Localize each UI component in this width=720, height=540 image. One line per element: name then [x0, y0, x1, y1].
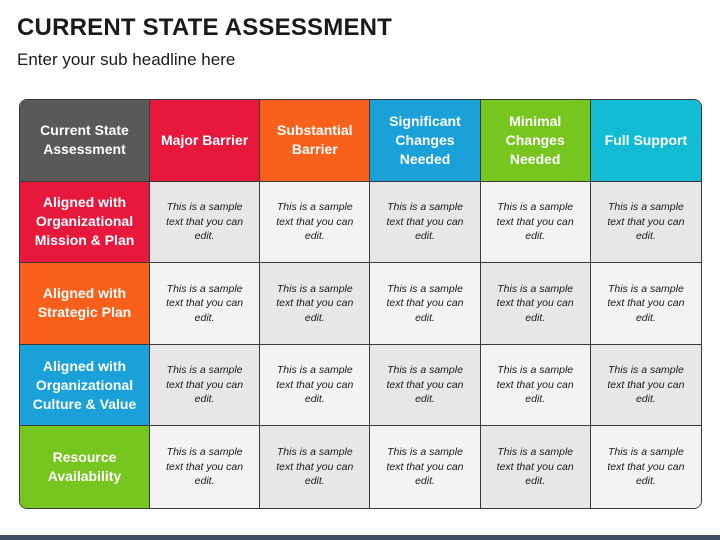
slide-title: CURRENT STATE ASSESSMENT — [17, 14, 393, 41]
table-cell[interactable]: This is a sample text that you can edit. — [260, 345, 370, 427]
table-cell[interactable]: This is a sample text that you can edit. — [370, 182, 480, 264]
table-cell[interactable]: This is a sample text that you can edit. — [260, 426, 370, 508]
column-header-major-barrier: Major Barrier — [150, 100, 260, 182]
table-cell[interactable]: This is a sample text that you can edit. — [260, 263, 370, 345]
column-header-significant-changes: Significant Changes Needed — [370, 100, 480, 182]
table-cell[interactable]: This is a sample text that you can edit. — [591, 263, 701, 345]
slide-subtitle: Enter your sub headline here — [17, 50, 236, 69]
table-cell[interactable]: This is a sample text that you can edit. — [260, 182, 370, 264]
column-header-full-support: Full Support — [591, 100, 701, 182]
table-cell[interactable]: This is a sample text that you can edit. — [481, 263, 591, 345]
table-cell[interactable]: This is a sample text that you can edit. — [481, 182, 591, 264]
row-header-culture-value: Aligned with Organizational Culture & Value — [20, 345, 150, 427]
table-cell[interactable]: This is a sample text that you can edit. — [481, 426, 591, 508]
table-cell[interactable]: This is a sample text that you can edit. — [591, 426, 701, 508]
table-cell[interactable]: This is a sample text that you can edit. — [370, 426, 480, 508]
table-cell[interactable]: This is a sample text that you can edit. — [150, 263, 260, 345]
column-header-substantial-barrier: Substantial Barrier — [260, 100, 370, 182]
row-header-strategic-plan: Aligned with Strategic Plan — [20, 263, 150, 345]
table-cell[interactable]: This is a sample text that you can edit. — [150, 426, 260, 508]
assessment-table — [19, 99, 702, 509]
table-cell[interactable]: This is a sample text that you can edit. — [150, 182, 260, 264]
table-corner-header: Current State Assessment — [20, 100, 150, 182]
table-cell[interactable]: This is a sample text that you can edit. — [481, 345, 591, 427]
table-cell[interactable]: This is a sample text that you can edit. — [150, 345, 260, 427]
bottom-accent-bar — [0, 535, 720, 540]
row-header-mission-plan: Aligned with Organizational Mission & Plan — [20, 182, 150, 264]
table-cell[interactable]: This is a sample text that you can edit. — [370, 345, 480, 427]
table-cell[interactable]: This is a sample text that you can edit. — [591, 345, 701, 427]
table-cell[interactable]: This is a sample text that you can edit. — [591, 182, 701, 264]
table-cell[interactable]: This is a sample text that you can edit. — [370, 263, 480, 345]
row-header-resource-availability: Resource Availability — [20, 426, 150, 508]
column-header-minimal-changes: Minimal Changes Needed — [481, 100, 591, 182]
